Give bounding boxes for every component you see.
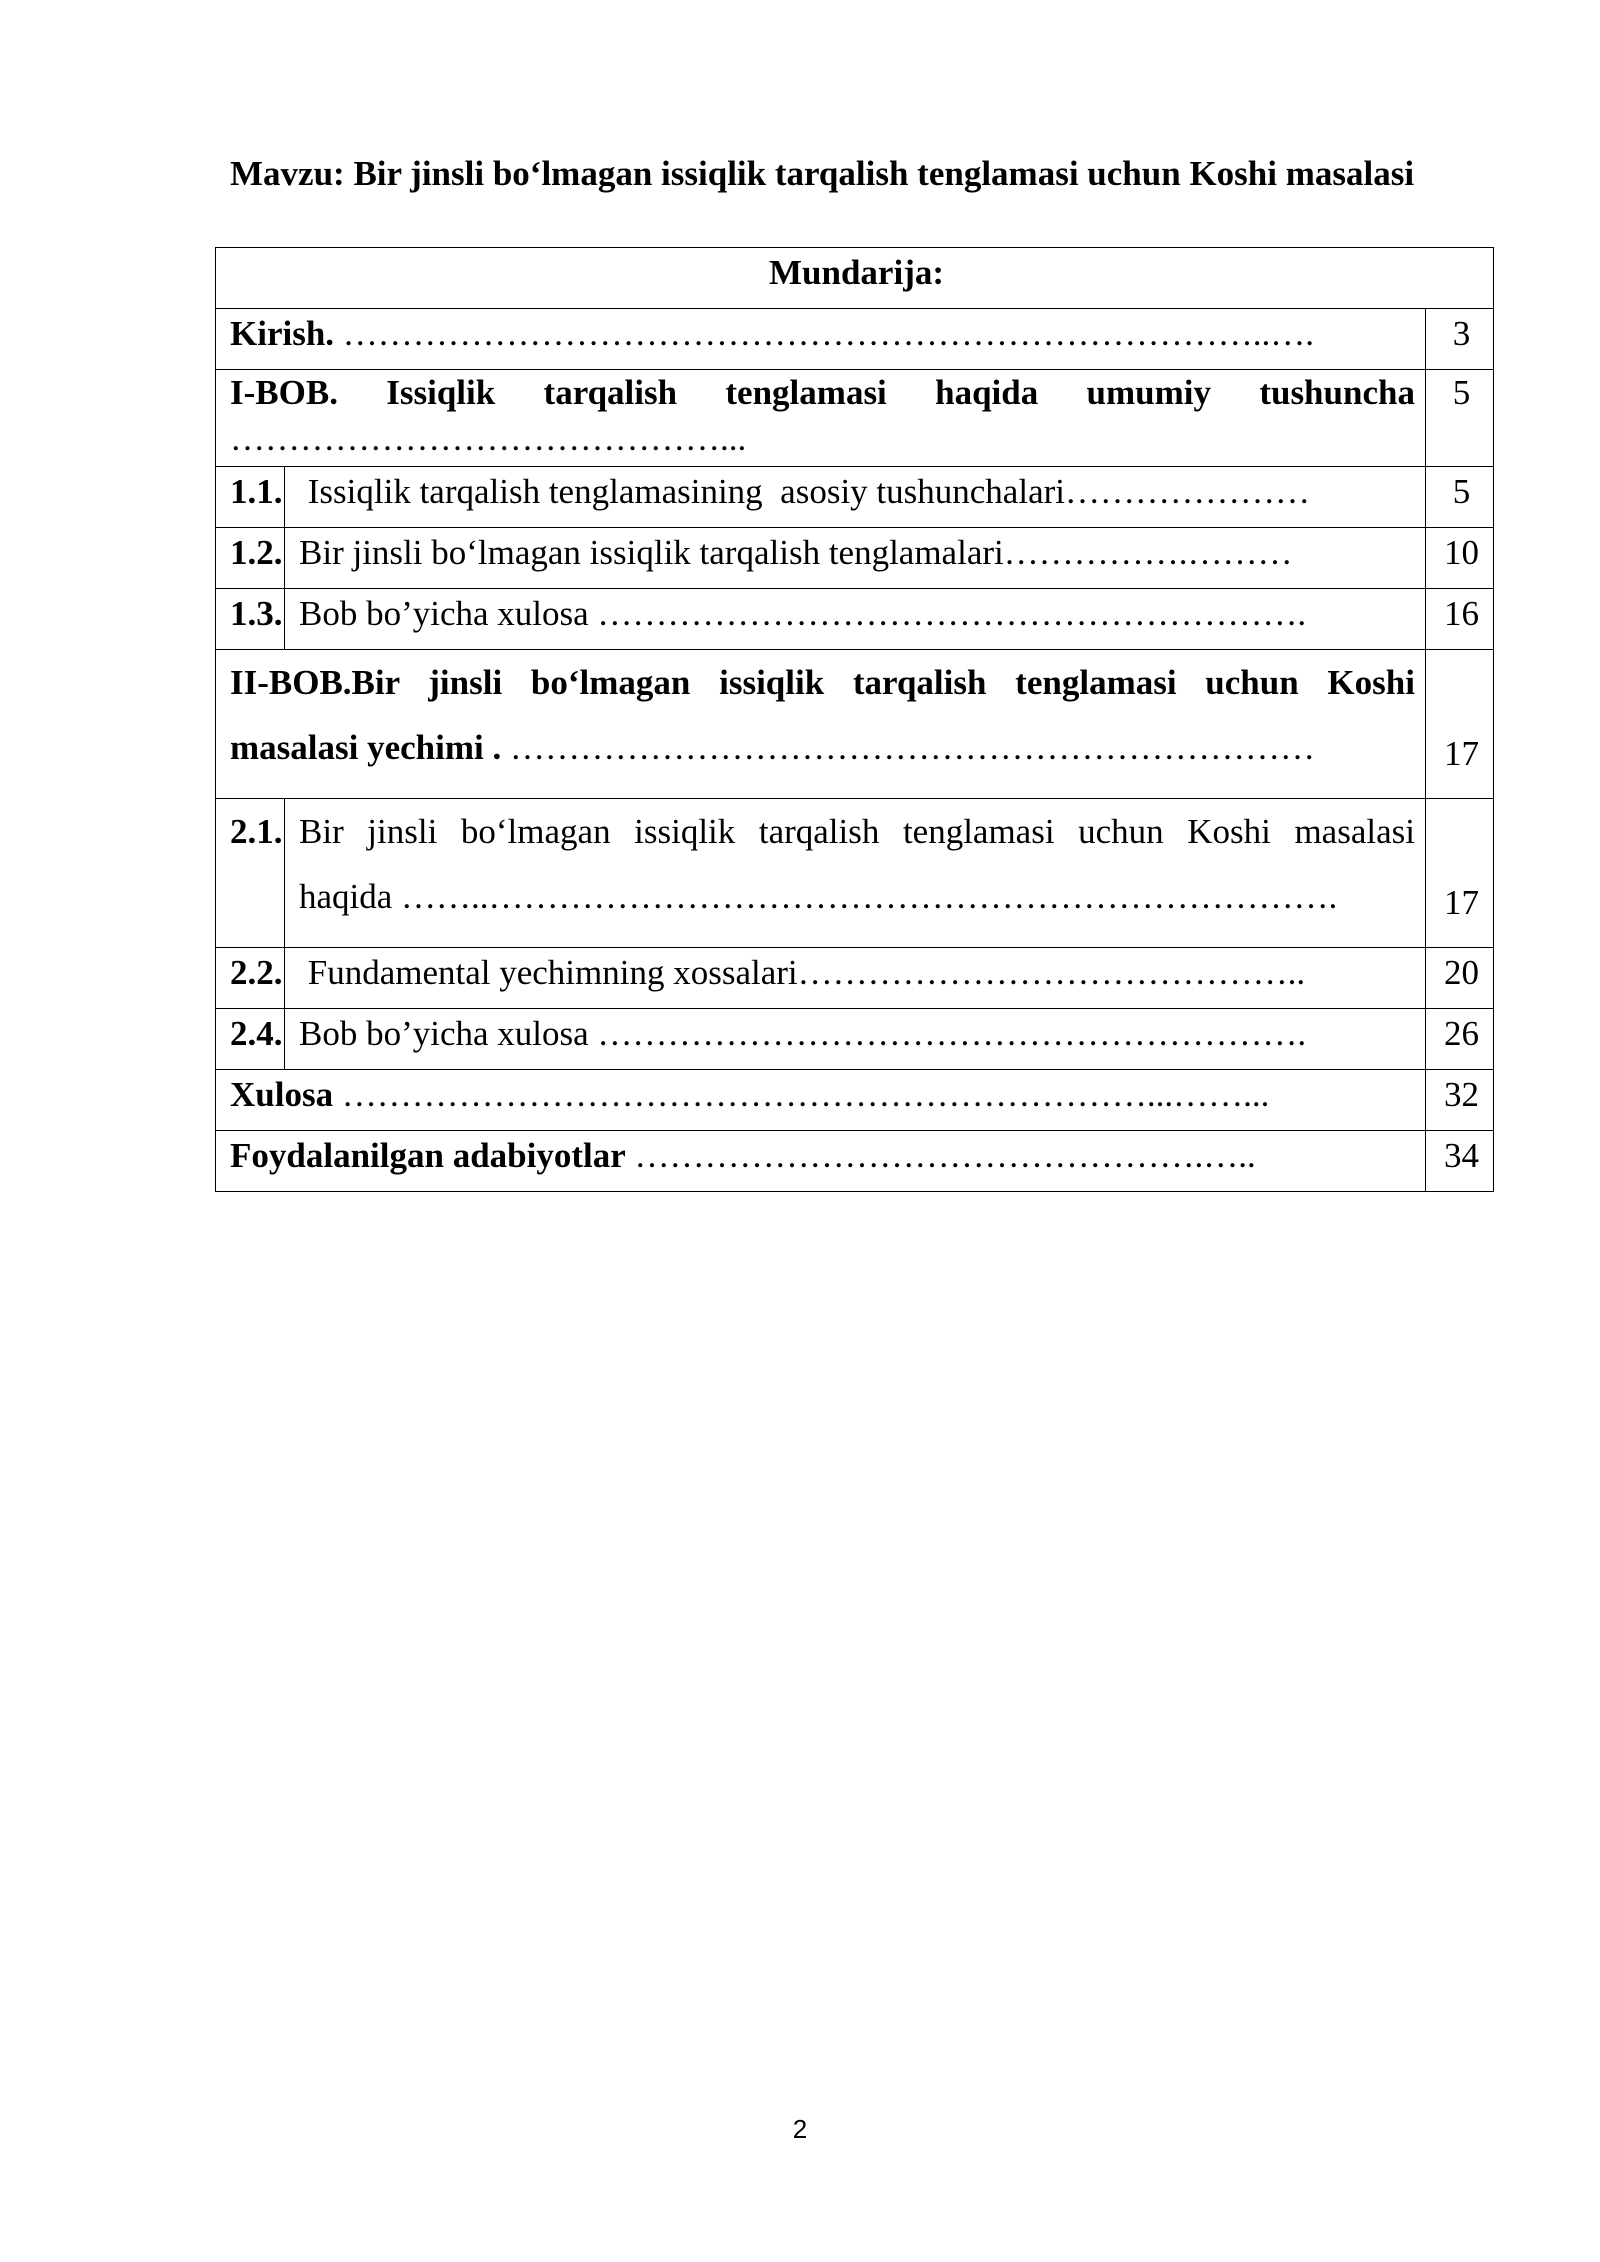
toc-entry-bob1 [216,370,1426,467]
toc-label: I-BOB. Issiqlik tarqalish tenglamasi haqida umumiy tushuncha [230,373,1415,412]
toc-entry-2-1 [285,799,1426,948]
toc-dots: ……………………………………………………………………..…. [334,314,1315,353]
toc-entry-text: Bir jinsli bo‘lmagan issiqlik tarqalish tenglamasi uchun Koshi masalasi [299,812,1415,851]
toc-row-2-1 [216,799,1494,948]
toc-row-2-2 [216,948,1494,1009]
toc-label: Kirish. [230,314,335,353]
toc-row-bob1 [216,370,1494,467]
toc-dots: …………………………………………………………… [501,728,1315,767]
toc-row-bob2 [216,650,1494,799]
toc-entry-xulosa [216,1070,1426,1131]
toc-label-cont: masalasi yechimi . [230,728,502,767]
toc-heading: Mundarija: [216,248,1494,309]
toc-page: 10 [1425,528,1493,589]
toc-entry-kirish [216,309,1426,370]
toc-number: 1.1. [216,467,285,528]
toc-entry-text: Bir jinsli bo‘lmagan issiqlik tarqalish tenglamalari…………….……… [285,528,1426,589]
toc-page: 17 [1425,650,1493,799]
toc-entry-adabiyotlar [216,1131,1426,1192]
toc-label: Xulosa [230,1075,334,1114]
toc-dots: ……………………………………... [230,419,747,458]
toc-row-1-3 [216,589,1494,650]
toc-number: 2.4. [216,1009,285,1070]
toc-entry-text: Issiqlik tarqalish tenglamasining asosiy tushunchalari………………… [285,467,1426,528]
toc-label: II-BOB.Bir jinsli bo‘lmagan issiqlik tarqalish tenglamasi uchun Koshi [230,663,1415,702]
toc-page: 5 [1425,467,1493,528]
toc-entry-text: Bob bo’yicha xulosa ……………………………………………………. [285,1009,1426,1070]
toc-page: 34 [1425,1131,1493,1192]
toc-row-2-4 [216,1009,1494,1070]
toc-row-1-1 [216,467,1494,528]
toc-page: 17 [1425,799,1493,948]
toc-row-adabiyotlar [216,1131,1494,1192]
document-title: Mavzu: Bir jinsli bo‘lmagan issiqlik tarqalish tenglamasi uchun Koshi masalasi [230,154,1415,193]
toc-page: 5 [1425,370,1493,467]
toc-entry-text: Fundamental yechimning xossalari…………………………………….. [285,948,1426,1009]
toc-page: 16 [1425,589,1493,650]
page-number: 2 [792,2114,808,2144]
toc-page: 32 [1425,1070,1493,1131]
table-of-contents [215,247,1494,1192]
toc-dots: ………………………………………….….. [625,1136,1256,1175]
toc-entry-bob2 [216,650,1426,799]
toc-number: 1.3. [216,589,285,650]
toc-number: 1.2. [216,528,285,589]
toc-row-xulosa [216,1070,1494,1131]
toc-page: 20 [1425,948,1493,1009]
toc-row-1-2 [216,528,1494,589]
toc-number: 2.1. [216,799,285,948]
toc-number: 2.2. [216,948,285,1009]
toc-header-row [216,248,1494,309]
toc-entry-text-cont: haqida ……..………………………………………………………………. [299,877,1338,916]
toc-row-kirish [216,309,1494,370]
toc-label: Foydalanilgan adabiyotlar [230,1136,626,1175]
toc-dots: ……………………………………………………………...……... [333,1075,1270,1114]
toc-entry-text: Bob bo’yicha xulosa ……………………………………………………. [285,589,1426,650]
toc-page: 3 [1425,309,1493,370]
toc-page: 26 [1425,1009,1493,1070]
